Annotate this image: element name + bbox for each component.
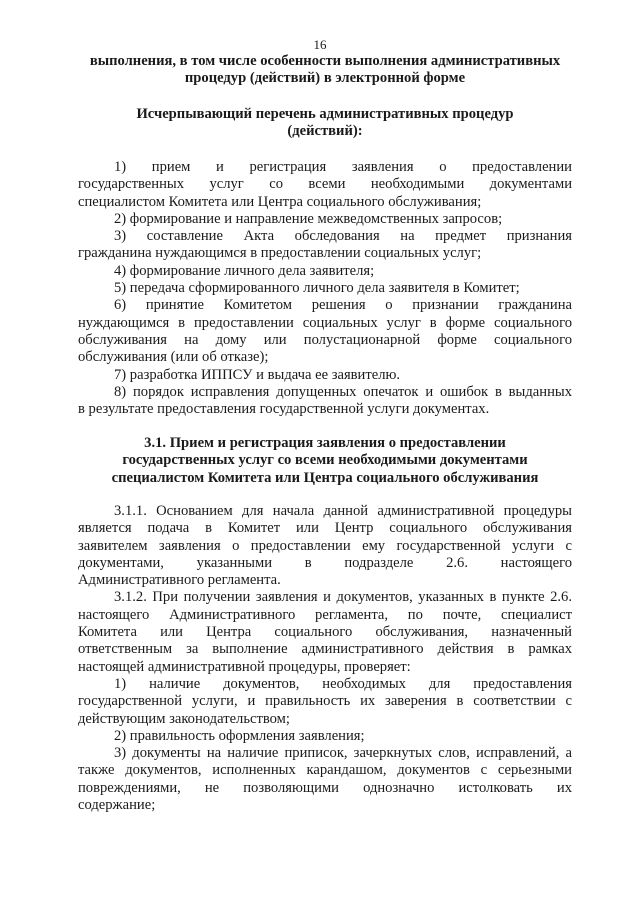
heading-line: 3.1. Прием и регистрация заявления о предоставлении: [144, 435, 506, 451]
list-item: [78, 159, 572, 211]
text-line: 6) принятие Комитетом решения о признании гражданина: [114, 297, 572, 314]
text-line: 1) наличие документов, необходимых для предоставления: [114, 675, 572, 692]
paragraph: [78, 589, 572, 675]
text-line: обслуживания на дому или полустационарной форме социального: [78, 331, 572, 348]
text-line: повреждениями, не позволяющими однозначно истолковать их: [78, 779, 572, 796]
text-line: действующим законодательством;: [78, 710, 290, 727]
text-line: 3.1.1. Основанием для начала данной административной процедуры: [114, 503, 572, 519]
text-line: также документов, исполненных карандашом, документов с серьезными: [78, 762, 572, 779]
text-line: настоящего Административного регламента, по почте, специалист: [78, 606, 572, 623]
text-line: 8) порядок исправления допущенных опечаток и ошибок в выданных: [114, 383, 572, 400]
text-line: Административного регламента.: [78, 572, 281, 589]
text-line: Комитета или Центра социального обслуживания, назначенный: [78, 624, 572, 641]
heading-line: государственных услуг со всеми необходимыми документами: [122, 452, 528, 469]
list-item: [78, 228, 572, 263]
text-line: 2) формирование и направление межведомственных запросов;: [114, 210, 503, 227]
heading-line: (действий):: [287, 123, 363, 140]
text-line: настоящей административной процедуры, проверяет:: [78, 658, 411, 675]
heading-line: процедур (действий) в электронной форме: [184, 70, 466, 87]
paragraph: [78, 503, 572, 589]
text-line: является подача в Комитет или Центр социального обслуживания: [78, 520, 572, 537]
heading-continuation: [78, 53, 572, 88]
heading-procedure-list: [78, 106, 572, 141]
text-line: в результате предоставления государственной услуги документах.: [78, 401, 490, 418]
text-line: 3.1.2. При получении заявления и документов, указанных в пункте 2.6.: [114, 589, 572, 606]
text-line: 3) документы на наличие приписок, зачеркнутых слов, исправлений, а: [114, 745, 572, 762]
procedure-list: [78, 159, 572, 418]
paragraph: [78, 728, 572, 745]
text-line: 3) составление Акта обследования на предмет признания: [114, 228, 572, 245]
text-line: 2) правильность оформления заявления;: [114, 727, 365, 744]
text-line: содержание;: [78, 797, 156, 814]
text-line: нуждающимся в предоставлении социальных услуг в форме социального: [78, 314, 572, 331]
text-line: заявителем заявления о предоставлении ему государственной услуги с: [78, 537, 572, 554]
section-heading: [78, 435, 572, 487]
text-line: гражданина нуждающимся в предоставлении социальных услуг;: [78, 245, 482, 262]
list-item: [78, 367, 572, 384]
page-number: 16: [313, 37, 327, 52]
text-line: 1) прием и регистрация заявления о предоставлении: [114, 159, 572, 175]
text-line: специалистом Комитета или Центра социального обслуживания;: [78, 193, 482, 210]
heading-line: выполнения, в том числе особенности выполнения административных: [89, 53, 561, 69]
list-item: [78, 384, 572, 419]
text-line: ответственным за выполнение административного действия в рамках: [78, 641, 572, 658]
list-item: [78, 297, 572, 366]
text-line: государственных услуг со всеми необходимыми документами: [78, 176, 572, 193]
text-line: 7) разработка ИППСУ и выдача ее заявителю.: [114, 366, 401, 383]
list-item: [78, 280, 572, 297]
text-line: документами, указанными в подразделе 2.6. настоящего: [78, 554, 572, 571]
text-line: государственной услуги, и правильность их заверения в соответствии с: [78, 693, 572, 710]
heading-line: специалистом Комитета или Центра социального обслуживания: [111, 469, 539, 486]
paragraph: [78, 745, 572, 814]
heading-line: Исчерпывающий перечень административных процедур: [136, 106, 514, 122]
section-body: [78, 503, 572, 814]
paragraph: [78, 676, 572, 728]
list-item: [78, 211, 572, 228]
text-line: 5) передача сформированного личного дела заявителя в Комитет;: [114, 280, 520, 297]
list-item: [78, 263, 572, 280]
text-line: 4) формирование личного дела заявителя;: [114, 262, 375, 279]
text-line: обслуживания (или об отказе);: [78, 349, 269, 366]
